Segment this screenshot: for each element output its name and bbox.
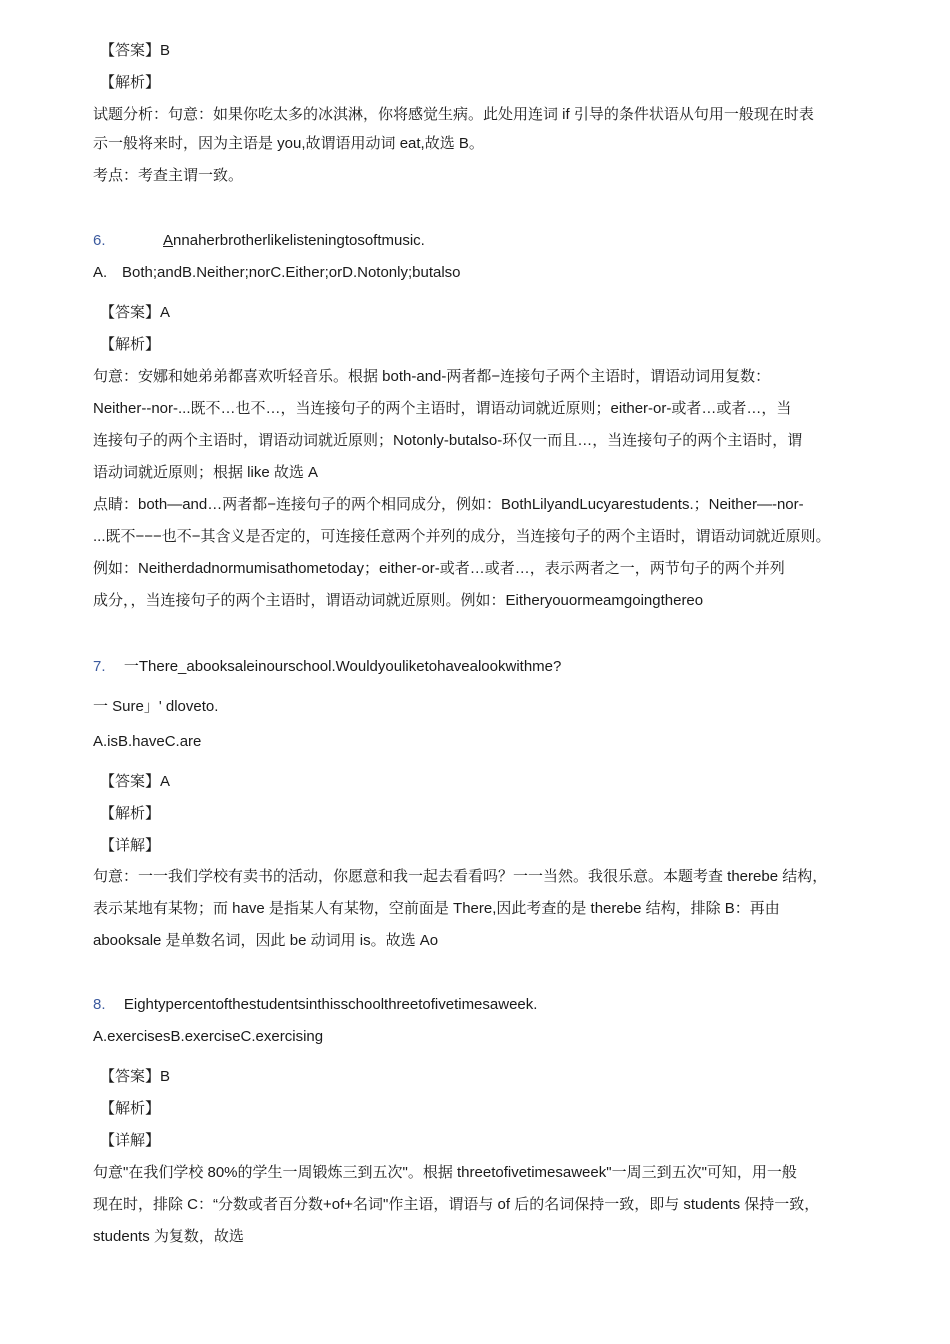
q6-analysis-heading: 【解析】 — [100, 336, 161, 353]
q5-analysis-line-1: 试题分析：句意：如果你吃太多的冰淇淋，你将感觉生病。此处用连词 if 引导的条件状语从句用一般现在时表 — [93, 106, 814, 123]
q8-answer: 【答案】B — [100, 1068, 171, 1085]
q7-number: 7. — [93, 658, 106, 675]
q6-tip-line-2: ...既不−−−也不−其含义是否定的，可连接任意两个并列的成分，当连接句子的两个主语时，谓语动词就近原则。 — [93, 528, 831, 545]
q6-analysis-line-3: 连接句子的两个主语时，谓语动词就近原则；Notonly-butalso-环仅一而且…，当连接句子的两个主语时，谓 — [93, 432, 803, 449]
q6-stem-text: nnaherbrotherlikelisteningtosoftmusic. — [173, 232, 425, 249]
q6-analysis-line-2: Neither--nor-...既不…也不…，当连接句子的两个主语时，谓语动词就近原则；either-or-或者…或者…，当 — [93, 400, 792, 417]
q8-stem: Eightypercentofthestudentsinthisschoolthreetofivetimesaweek. — [123, 996, 538, 1013]
q6-stem-row — [93, 231, 425, 251]
q8-number: 8. — [93, 996, 106, 1013]
q7-detail-line-2: 表示某地有某物；而 have 是指某人有某物，空前面是 There,因此考查的是 therebe 结构，排除 B：再由 — [93, 900, 780, 917]
q8-detail-heading: 【详解】 — [100, 1132, 161, 1149]
q7-stem: 一There_abooksaleinourschool.Wouldyouliketohavealookwithme? — [123, 658, 562, 675]
q7-options: A.isB.haveC.are — [93, 733, 202, 750]
q7-reply: 一 Sure」' dloveto. — [93, 698, 219, 715]
q6-number: 6. — [93, 232, 106, 249]
q6-tip-line-3: 例如：Neitherdadnormumisathometoday；either-or-或者…或者…，表示两者之一，两节句子的两个并列 — [93, 560, 785, 577]
q6-analysis-line-1: 句意：安娜和她弟弟都喜欢听轻音乐。根据 both-and-两者都−连接句子两个主语时，谓语动词用复数： — [93, 368, 771, 385]
q8-analysis-heading: 【解析】 — [100, 1100, 161, 1117]
q7-stem-row — [93, 657, 561, 677]
q6-answer: 【答案】A — [100, 304, 171, 321]
q8-detail-line-2: 现在时，排除 C：“分数或者百分数+of+名词"作主语，谓语与 of 后的名词保持一致，即与 students 保持一致， — [93, 1196, 820, 1213]
q6-options: Both;andB.Neither;norC.Either;orD.Notonly;butalso — [122, 264, 461, 281]
q8-detail-line-3: students 为复数，故选 — [93, 1228, 244, 1245]
q6-stem-first-letter: A — [163, 232, 174, 249]
q7-detail-line-1: 句意：一一我们学校有卖书的活动，你愿意和我一起去看看吗？一一当然。我很乐意。本题考查 therebe 结构， — [93, 868, 828, 885]
q6-tip-line-4: 成分，，当连接句子的两个主语时，谓语动词就近原则。例如：Eitheryouormeamgoingthereo — [93, 592, 704, 609]
q7-detail-line-3: abooksale 是单数名词，因此 be 动词用 is。故选 Ao — [93, 932, 439, 949]
q7-detail-heading: 【详解】 — [100, 837, 161, 854]
q5-analysis-heading: 【解析】 — [100, 74, 161, 91]
q8-detail-line-1: 句意"在我们学校 80%的学生一周锻炼三到五次"。根据 threetofivetimesaweek"一周三到五次"可知，用一般 — [93, 1164, 797, 1181]
q7-answer: 【答案】A — [100, 773, 171, 790]
q5-answer: 【答案】B — [100, 42, 171, 59]
q8-stem-row — [93, 995, 537, 1015]
q6-options-label: A. — [93, 264, 108, 281]
q5-point: 考点：考查主谓一致。 — [93, 167, 244, 184]
q6-analysis-line-4: 语动词就近原则；根据 like 故选 A — [93, 464, 319, 481]
q7-analysis-heading: 【解析】 — [100, 805, 161, 822]
q6-tip-line-1: 点睛：both—and…两者都−连接句子的两个相同成分，例如：BothLilyandLucyarestudents.；Neither—-nor- — [93, 496, 804, 513]
q6-options-row — [93, 263, 461, 283]
q8-options: A.exercisesB.exerciseC.exercising — [93, 1028, 324, 1045]
q5-analysis-line-2: 示一般将来时，因为主语是 you,故谓语用动词 eat,故选 B。 — [93, 135, 484, 152]
